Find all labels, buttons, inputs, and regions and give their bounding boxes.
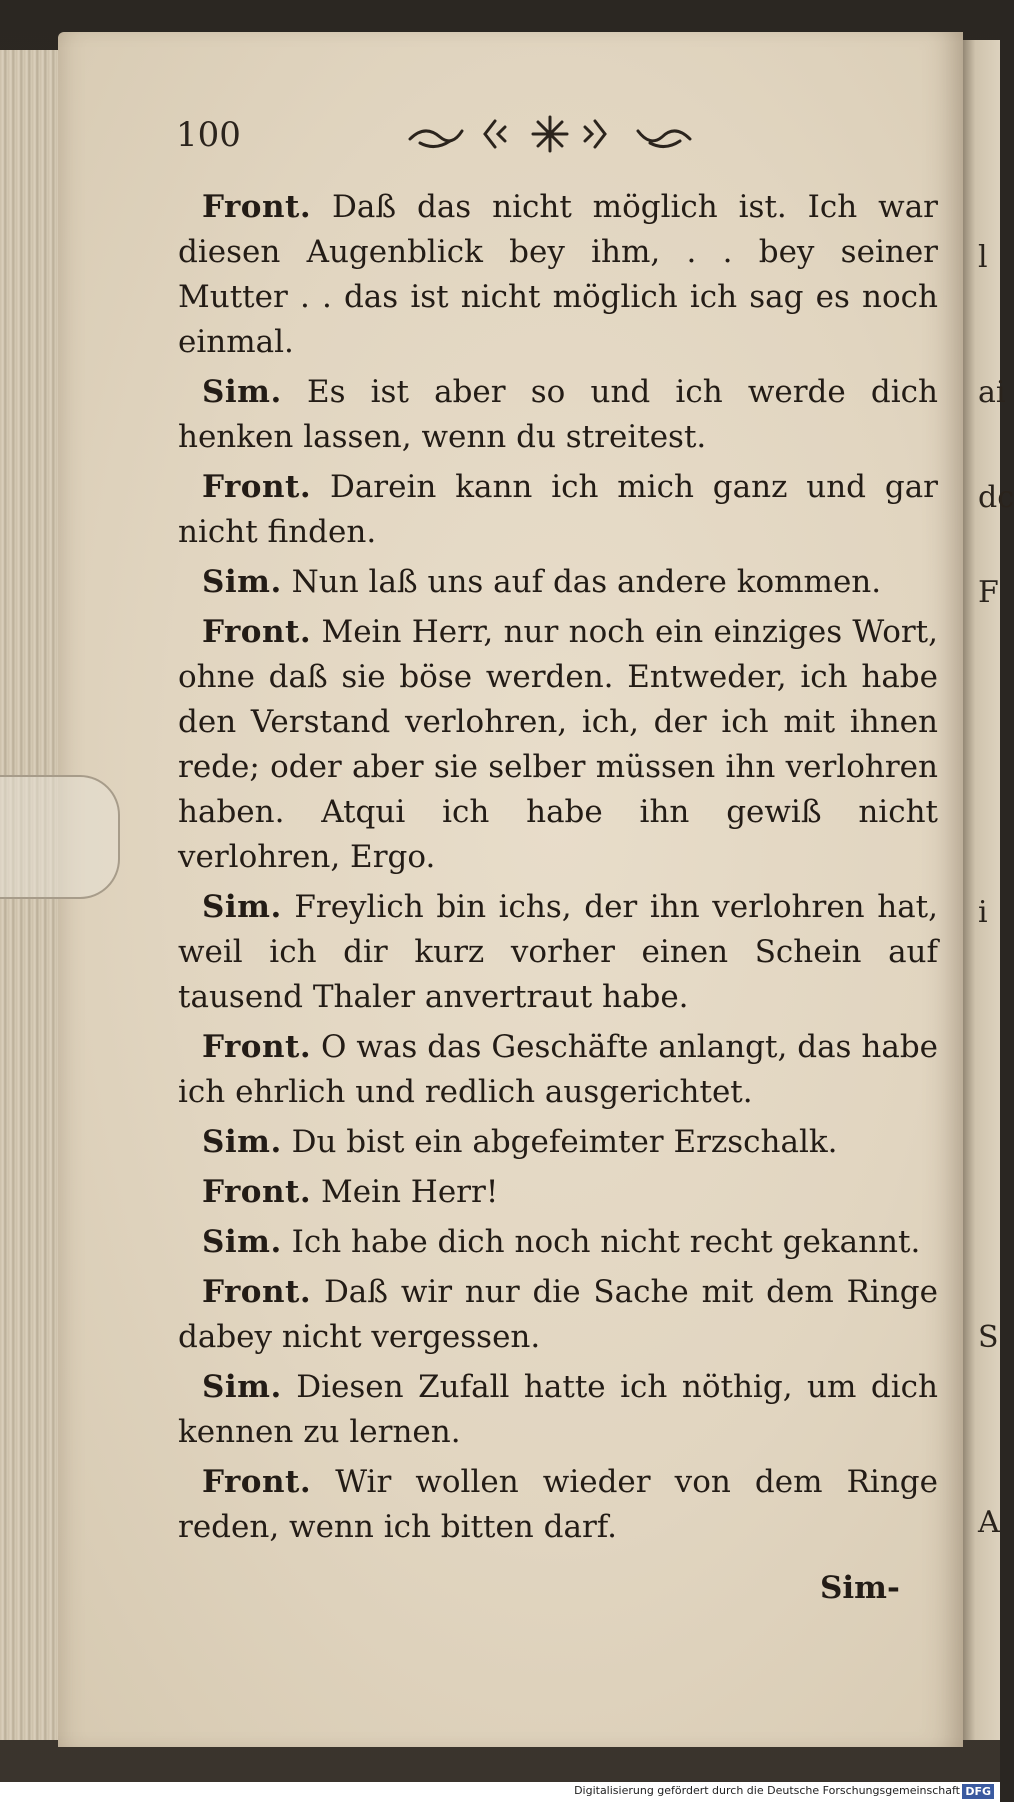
dialogue-line bbox=[178, 1460, 938, 1550]
dialogue-line bbox=[178, 1170, 938, 1215]
dialogue-speech: Freylich bin ichs, der ihn verlohren hat, weil ich dir kurz vorher einen Schein auf tausend Thaler anvertraut habe. bbox=[178, 889, 938, 1015]
dialogue-speech: Mein Herr, nur noch ein einziges Wort, ohne daß sie böse werden. Entweder, ich habe den Verstand verlohren, ich, der ich mit ihnen rede; oder aber sie selber müssen ihn verlohren haben. Atqui ich habe ihn gewiß nicht verlohren, Ergo. bbox=[178, 614, 938, 875]
dialogue-line bbox=[178, 465, 938, 555]
speaker-name: Front. bbox=[202, 1174, 312, 1210]
speaker-name: Front. bbox=[202, 1464, 312, 1500]
digitization-footer bbox=[0, 1782, 1000, 1802]
page-number: 100 bbox=[176, 115, 241, 155]
speaker-name: Sim. bbox=[202, 1224, 282, 1260]
facing-page-fragment: dc bbox=[978, 480, 1014, 515]
page-header bbox=[110, 105, 870, 165]
facing-page-edge bbox=[962, 40, 1000, 1740]
dialogue-line bbox=[178, 1220, 938, 1265]
dialogue-speech: Diesen Zufall hatte ich nöthig, um dich kennen zu lernen. bbox=[178, 1369, 939, 1450]
dialogue-speech: Wir wollen wieder von dem Ringe reden, wenn ich bitten darf. bbox=[178, 1464, 938, 1545]
speaker-name: Front. bbox=[202, 1274, 312, 1310]
dialogue-line bbox=[178, 560, 938, 605]
dialogue-speech: Es ist aber so und ich werde dich henken lassen, wenn du streitest. bbox=[178, 374, 938, 455]
dialogue-speech: Du bist ein abgefeimter Erzschalk. bbox=[291, 1124, 838, 1160]
facing-page-fragment: ai bbox=[978, 375, 1006, 410]
dialogue-line bbox=[178, 185, 938, 365]
speaker-name: Sim. bbox=[202, 889, 282, 925]
dialogue-line bbox=[178, 885, 938, 1020]
speaker-name: Front. bbox=[202, 469, 312, 505]
speaker-name: Sim. bbox=[202, 1124, 282, 1160]
speaker-name: Front. bbox=[202, 189, 312, 225]
facing-page-fragment: F bbox=[978, 575, 999, 610]
ornament-icon bbox=[400, 109, 700, 159]
dialogue-speech: Daß das nicht möglich ist. Ich war diesen Augenblick bey ihm, . . bey seiner Mutter . . das ist nicht möglich ich sag es noch einmal. bbox=[178, 189, 938, 360]
dialogue-speech: Nun laß uns auf das andere kommen. bbox=[291, 564, 882, 600]
catchword: Sim- bbox=[820, 1570, 900, 1606]
dialogue-speech: Darein kann ich mich ganz und gar nicht finden. bbox=[178, 469, 938, 550]
footer-credit: Digitalisierung gefördert durch die Deutsche Forschungsgemeinschaft bbox=[574, 1784, 960, 1797]
dialogue-line bbox=[178, 1270, 938, 1360]
facing-page-fragment: S bbox=[978, 1320, 999, 1355]
facing-page-fragment: A bbox=[978, 1505, 1000, 1540]
facing-page-fragment: l bbox=[978, 240, 988, 275]
dialogue-speech: Ich habe dich noch nicht recht gekannt. bbox=[291, 1224, 921, 1260]
dialogue-line bbox=[178, 1365, 938, 1455]
dialogue-line bbox=[178, 610, 938, 880]
page-clip bbox=[0, 775, 120, 899]
dialogue-line bbox=[178, 370, 938, 460]
speaker-name: Sim. bbox=[202, 374, 282, 410]
dialogue-speech: Mein Herr! bbox=[320, 1174, 499, 1210]
dialogue-line bbox=[178, 1025, 938, 1115]
dfg-logo-icon: DFG bbox=[962, 1784, 994, 1799]
speaker-name: Sim. bbox=[202, 564, 282, 600]
speaker-name: Front. bbox=[202, 614, 312, 650]
dialogue-speech: Daß wir nur die Sache mit dem Ringe dabey nicht vergessen. bbox=[178, 1274, 938, 1355]
speaker-name: Sim. bbox=[202, 1369, 282, 1405]
dialogue-speech: O was das Geschäfte anlangt, das habe ich ehrlich und redlich ausgerichtet. bbox=[178, 1029, 939, 1110]
facing-page-fragment: i bbox=[978, 895, 988, 930]
dialogue-line bbox=[178, 1120, 938, 1165]
dialogue-text bbox=[178, 185, 938, 1555]
speaker-name: Front. bbox=[202, 1029, 312, 1065]
